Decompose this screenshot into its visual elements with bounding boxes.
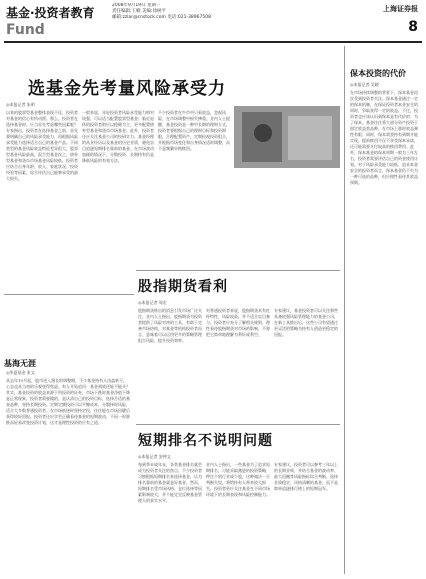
header-rule — [4, 41, 422, 43]
lead-article-col-2: 一般来说，年轻投资者风险承受能力相对较强，可以适当配置股票型基金；临近退休的投资者则应以稳健为主，更多配置债券型基金和货币市场基金。此外，投资者还应关注基金公司的投研实力、基金经理的从业经历以及基金的历史业绩，避免盲目追逐短期排名靠前的基金。在市场波动加剧的情况下，分散投资、长期持有仍是降低风险的有效方法。 — [82, 110, 154, 163]
section-name: 基金·投资者教育 — [6, 6, 95, 20]
sidebar — [348, 46, 422, 576]
third-headline: 短期排名不说明问题 — [138, 433, 273, 449]
third-article-col-3: 专家建议，投资者可以参考三年以上的长期业绩，并结合基金的波动率、最大回撤等风险指标综合判断，选择业绩稳定、风格清晰的基金，而不是简单追逐排行榜上的短期冠军。 — [274, 462, 338, 491]
column-divider — [344, 46, 345, 574]
second-byline: ◎本报记者 周宏 — [138, 300, 167, 305]
third-article-col-2: 业内人士指出，一些基金为了追求短期排名，可能采取激进的投资策略，押注个别行业或个股，这种做法一旦判断失误，将给持有人带来较大损失。投资者更应关注基金在不同市场环境下的长期表现和风险控制能力。 — [206, 462, 270, 497]
second-article-col-3: 专家建议，基金投资者可以关注那些具备较强风险管理能力的基金公司，在新工具推出后，这些公司有望通过更灵活的策略为持有人创造更稳定的回报。 — [274, 308, 338, 337]
section-rule — [4, 294, 134, 295]
main-content — [4, 46, 342, 576]
section-rule — [136, 270, 340, 271]
third-article-col-1: 每到季末或年末，各类基金排名就会成为投资者关注的焦点。不少投资者习惯根据短期排名来选择基金，认为排名靠前的基金就是好基金。然而，短期排名受市场风格、仓位选择等因素影响较大，并不能完全反映基金管理人的真实水平。 — [138, 462, 202, 503]
section-rule — [136, 424, 340, 425]
article-photo — [234, 106, 340, 168]
header-contact: 邮箱:zzlar@cnstock.com 电话:021-38967508 — [112, 15, 211, 20]
header-date: 2008年9月19日 星期一 — [112, 3, 161, 8]
lead-article-col-1: 以来的股票型基金整体表现不佳，投资者对基金的信心有所动摇。那么，投资者在选择基金时，应当首先考虑哪些因素呢？专家指出，投资者在选择基金之前，首先要明确自己的风险承受能力，再根据风险承受能力选择适合自己的基金产品。不同类型的基金风险收益特征差异很大，股票型基金风险最高，混合型基金次之，债券型基金和货币市场基金风险较低。投资者应结合自身年龄、收入、家庭状况、投资经验等因素，综合评估自己能够承受的最大损失。 — [6, 110, 78, 181]
column-byline: ◎华夏基金 张文 — [6, 370, 35, 375]
header-meta — [112, 3, 352, 21]
second-headline: 股指期货看利 — [138, 279, 228, 295]
lead-headline: 选基金先考量风险承受力 — [28, 79, 226, 99]
third-byline: ◎本报记者 安仲文 — [138, 454, 171, 459]
column-body: 从去年10月起，股市进入漫长的调整期，不少基金持有人由盈转亏，心态也从当初的乐观变得焦虑。有人开始追问：基金到底还能不能买？其实，基金投资的收益来源于所投资的证券，市场下跌时基金净值下降是正常现象。投资者需要做的，是认清自己的投资目标，选择合适的基金品种，坚持长期投资。定期定额投资可以平摊成本，分散择时风险，适合大多数普通投资者。在市场低迷时坚持定投，往往能在市场回暖后获得较好回报。投资者还应学会正确看待基金的短期波动，不因一时涨跌而轻易改变投资计划，这才是理性投资的应有之道。 — [6, 378, 130, 425]
header-editors: 责任编辑:王楠 美编:徐树平 — [112, 9, 166, 14]
section-english-name: Fund — [6, 22, 45, 38]
page-header — [0, 0, 426, 44]
column-title: 基海无涯 — [4, 359, 36, 368]
lead-byline: ◎本报记者 朱明 — [6, 102, 35, 107]
sidebar-byline: ◎本报记者 吴晓 — [350, 82, 379, 87]
page-number: 8 — [408, 19, 418, 35]
sidebar-body: 在市场持续调整的背景下，保本基金再次受到投资者关注。保本基金通过一定的保本机制，在保证投资者本金安全的同时，争取获得一定的收益。不过，投资者也应该认识到保本是有代价的：为了保本，基金往往将大部分资产投资于固定收益类品种，在市场上涨时收益弹性有限；同时，保本需要持有到期才能实现，提前赎回不仅不享受保本承诺，还可能需要支付较高的赎回费用。此外，保本基金的保本周期一般为三年左右，投资者需要评估自己的资金使用计划。对于风险承受能力较低、追求本金安全的投资者而言，保本基金仍不失为一种可选的品种，但应理性看待其收益预期。 — [350, 90, 418, 185]
newspaper-name: 上海证券报 — [383, 4, 418, 13]
second-article-col-1: 股指期货推出的消息引发市场广泛关注。业内人士指出，股指期货为投资者提供了风险对冲的工具，有助于完善市场结构，对基金等机构投资者而言，意味着可以运用更多的策略管理组合风险，提升投资效率。 — [138, 308, 202, 343]
lead-article-col-3: 不少投资者在牛市中只看收益，忽视风险，在市场调整中损失惨重。业内人士提醒，基金投资是一种中长期的理财方式，投资者要根据自己的理财目标和投资期限，合理配置资产，定期检视投资组合，并根据市场变化和自身情况适时调整，而不是频繁申购赎回。 — [158, 110, 230, 151]
sidebar-title: 保本投资的代价 — [350, 69, 406, 78]
second-article-col-2: 对普通投资者来说，股指期货具有杠杆特性，风险较高，并不适合盲目参与。投资者应充分了解相关规则，理性看待股指期货对市场的影响，不要把它简单地理解为利好或利空。 — [206, 308, 270, 337]
